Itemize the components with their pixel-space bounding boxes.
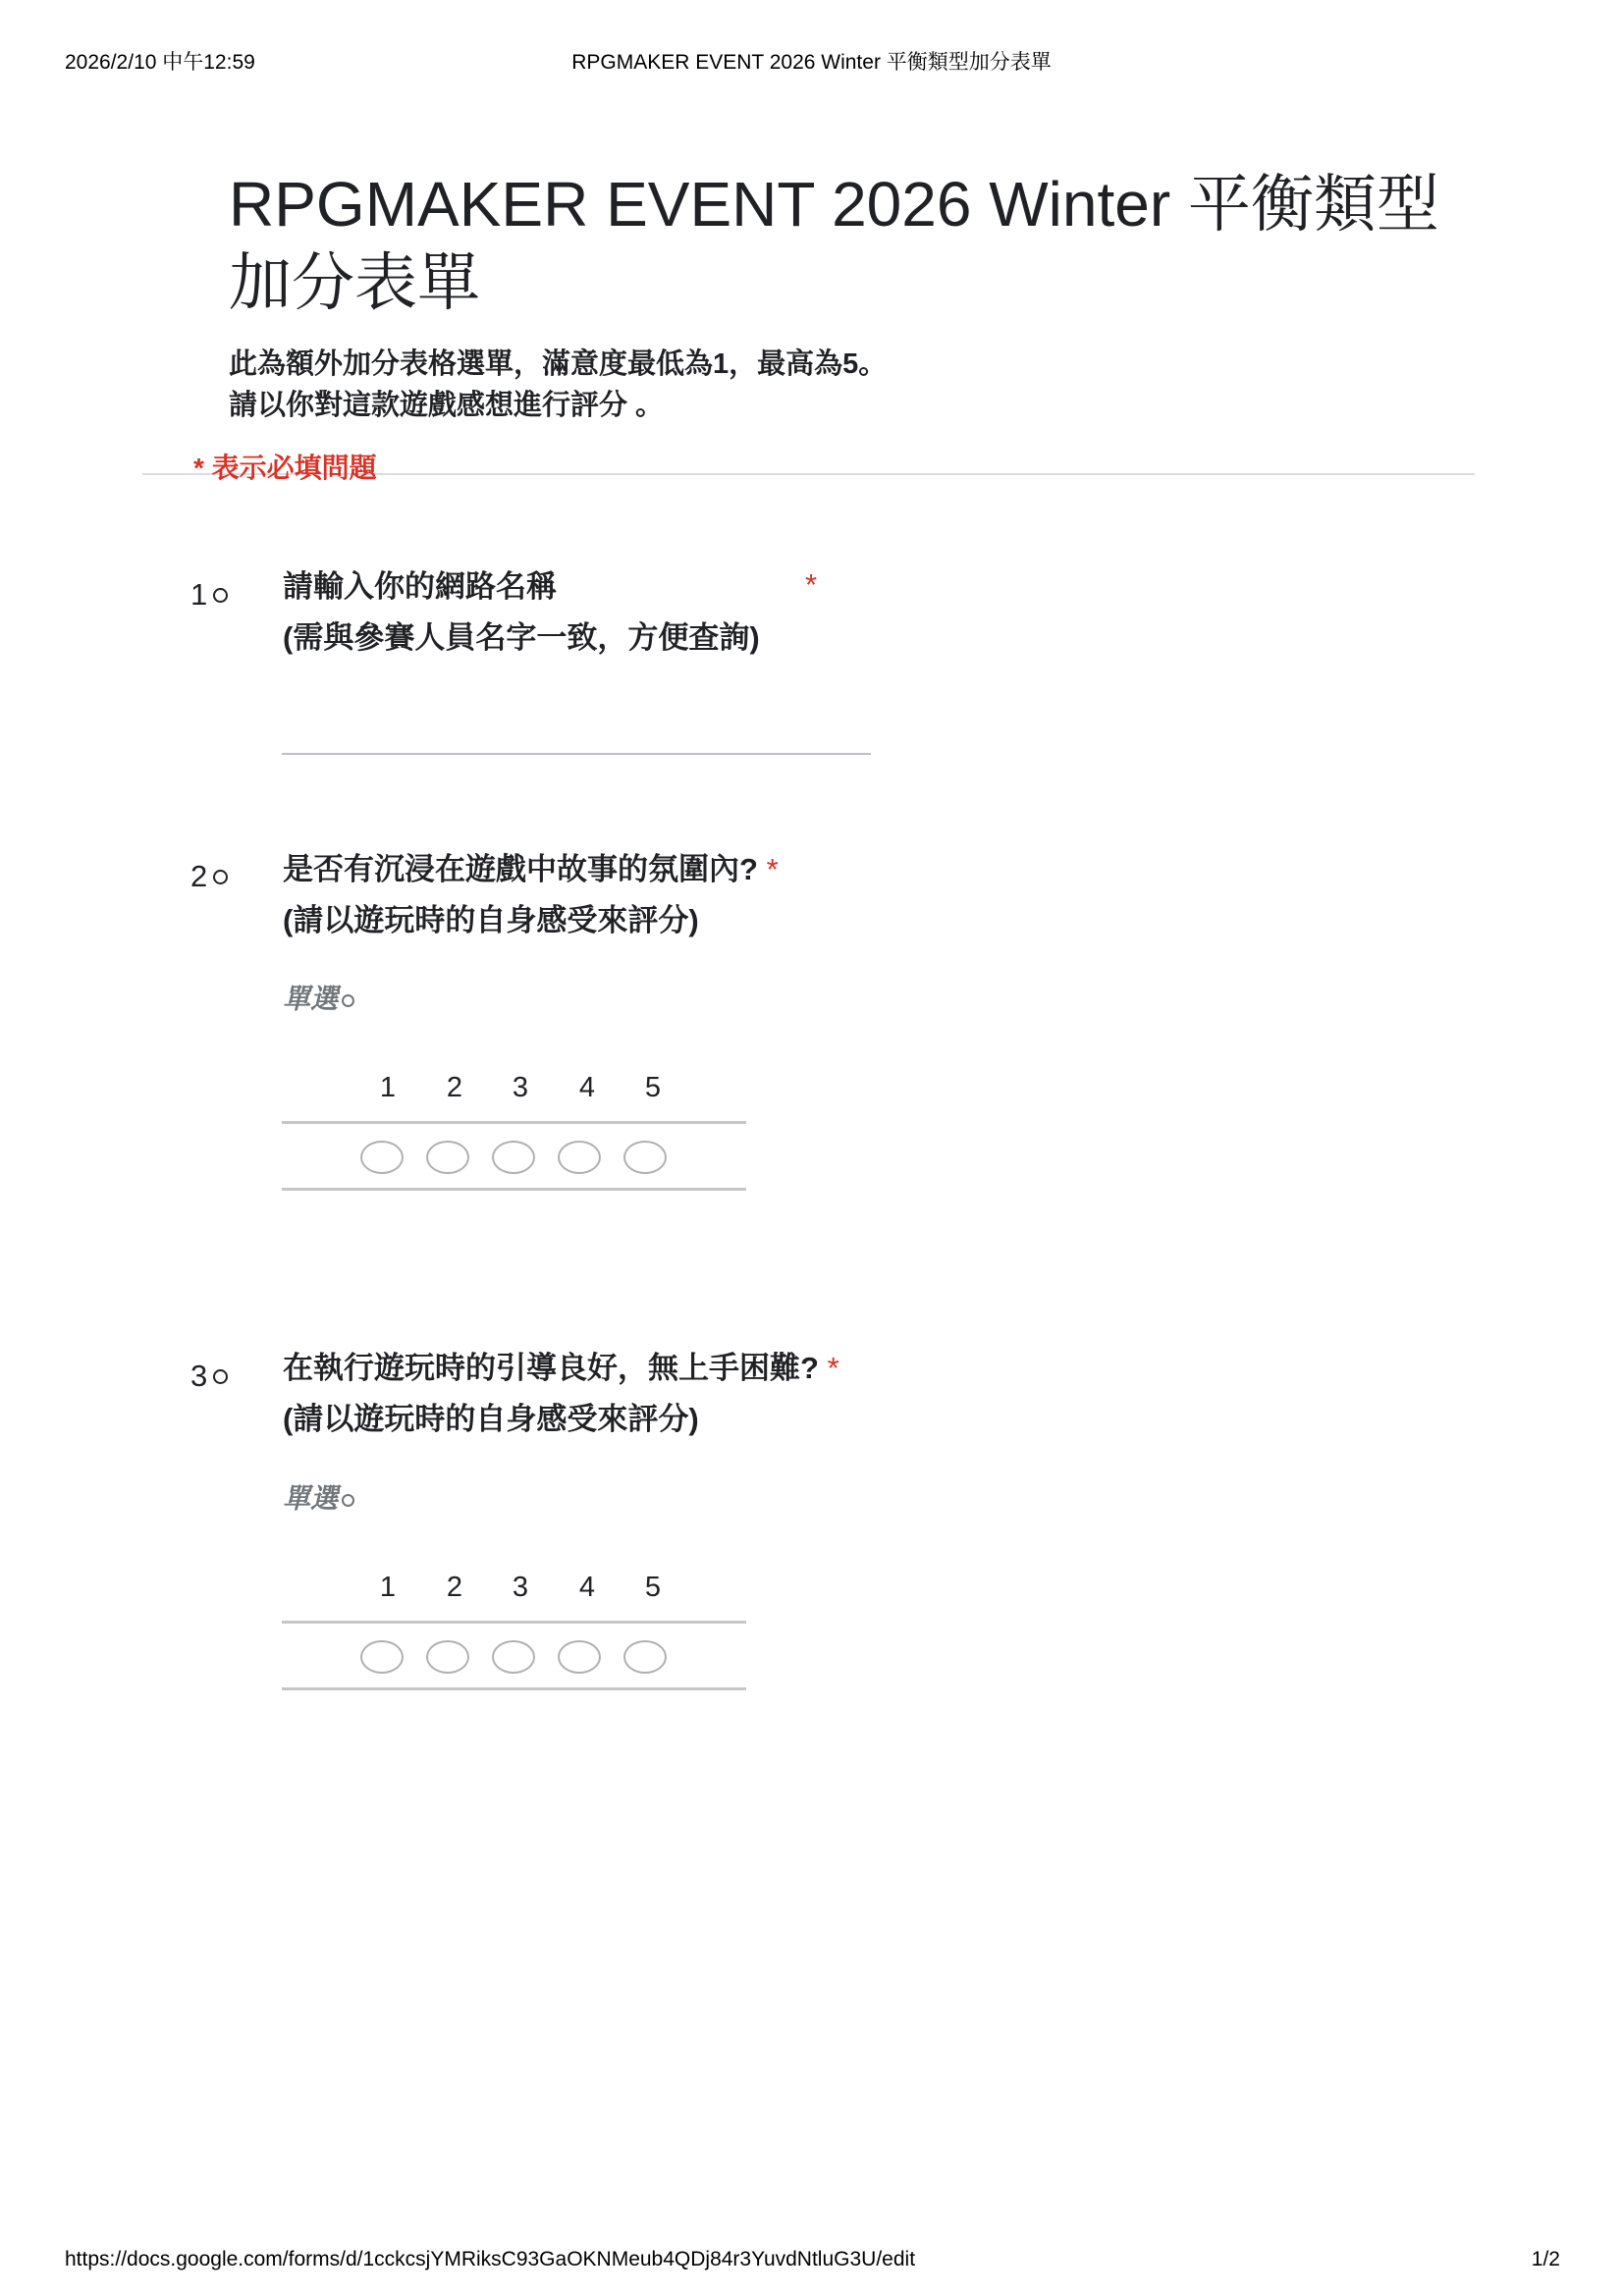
question-3-number	[190, 1359, 228, 1394]
scale-label-3: 3	[512, 1072, 529, 1103]
question-1-line-1: 請輸入你的網路名稱 *	[283, 561, 760, 613]
hint-dot-icon	[342, 1494, 354, 1507]
question-2-line-1: 是否有沉浸在遊戲中故事的氛圍內? *	[283, 852, 779, 886]
radio-option-5[interactable]	[623, 1141, 667, 1174]
number-dot-icon	[213, 1369, 228, 1384]
required-asterisk: *	[766, 852, 779, 886]
question-number-text: 2	[190, 859, 208, 893]
scale-label-1: 1	[379, 1072, 397, 1103]
required-asterisk: *	[805, 567, 818, 602]
question-2-title	[283, 844, 779, 946]
print-datetime: 2026/2/10 中午12:59	[65, 51, 255, 74]
radio-option-2[interactable]	[426, 1141, 469, 1174]
radio-option-2[interactable]	[426, 1640, 469, 1674]
question-3-hint: 單選	[283, 1477, 354, 1517]
scale-label-2: 2	[446, 1072, 463, 1103]
form-description-line-2: 請以你對這款遊戲感想進行評分 。	[229, 390, 665, 421]
question-3-linear-scale	[282, 1572, 746, 1611]
scale-label-4: 4	[578, 1072, 596, 1103]
question-1-answer-input[interactable]	[282, 753, 871, 755]
radio-option-3[interactable]	[492, 1141, 535, 1174]
form-title: RPGMAKER EVENT 2026 Winter 平衡類型加分表單	[229, 169, 1439, 318]
scale-bottom-border	[282, 1687, 746, 1690]
required-note: * 表示必填問題	[193, 453, 377, 483]
required-asterisk: *	[827, 1351, 839, 1385]
question-2-linear-scale	[282, 1072, 746, 1111]
scale-labels	[282, 1072, 746, 1111]
scale-top-border	[282, 1121, 746, 1124]
print-page-number: 1/2	[1531, 2248, 1560, 2270]
question-2-line-2: (請以遊玩時的自身感受來評分)	[283, 903, 699, 937]
question-3-line-2: (請以遊玩時的自身感受來評分)	[283, 1402, 699, 1436]
print-doc-title: RPGMAKER EVENT 2026 Winter 平衡類型加分表單	[571, 51, 1052, 74]
print-url: https://docs.google.com/forms/d/1cckcsjYMRiksC93GaOKNMeub4QDj84r3YuvdNtluG3U/edit	[65, 2248, 916, 2270]
scale-label-3: 3	[512, 1572, 529, 1603]
scale-bottom-border	[282, 1188, 746, 1191]
radio-option-1[interactable]	[360, 1640, 404, 1674]
question-number-text: 1	[190, 577, 208, 612]
scale-label-5: 5	[644, 1072, 662, 1103]
question-3-line-1: 在執行遊玩時的引導良好，無上手困難? *	[283, 1351, 839, 1385]
number-dot-icon	[213, 588, 228, 603]
scale-label-2: 2	[446, 1572, 463, 1603]
question-3-title	[283, 1343, 839, 1445]
question-number-text: 3	[190, 1359, 208, 1393]
question-2-number	[190, 859, 228, 894]
scale-labels	[282, 1572, 746, 1611]
question-1-number	[190, 577, 228, 613]
radio-option-4[interactable]	[558, 1640, 601, 1674]
question-2-hint: 單選	[283, 978, 354, 1017]
hint-dot-icon	[342, 994, 354, 1007]
radio-option-4[interactable]	[558, 1141, 601, 1174]
form-description	[229, 344, 887, 426]
number-dot-icon	[213, 870, 228, 884]
radio-option-5[interactable]	[623, 1640, 667, 1674]
form-description-line-1: 此為額外加分表格選單，滿意度最低為1，最高為5。	[229, 348, 888, 380]
question-1-line-2: (需與參賽人員名字一致，方便查詢)	[283, 620, 760, 655]
scale-top-border	[282, 1621, 746, 1624]
scale-label-1: 1	[379, 1572, 397, 1603]
scale-label-5: 5	[644, 1572, 662, 1603]
scale-label-4: 4	[578, 1572, 596, 1603]
radio-option-3[interactable]	[492, 1640, 535, 1674]
question-1-title	[283, 561, 818, 664]
radio-option-1[interactable]	[360, 1141, 404, 1174]
